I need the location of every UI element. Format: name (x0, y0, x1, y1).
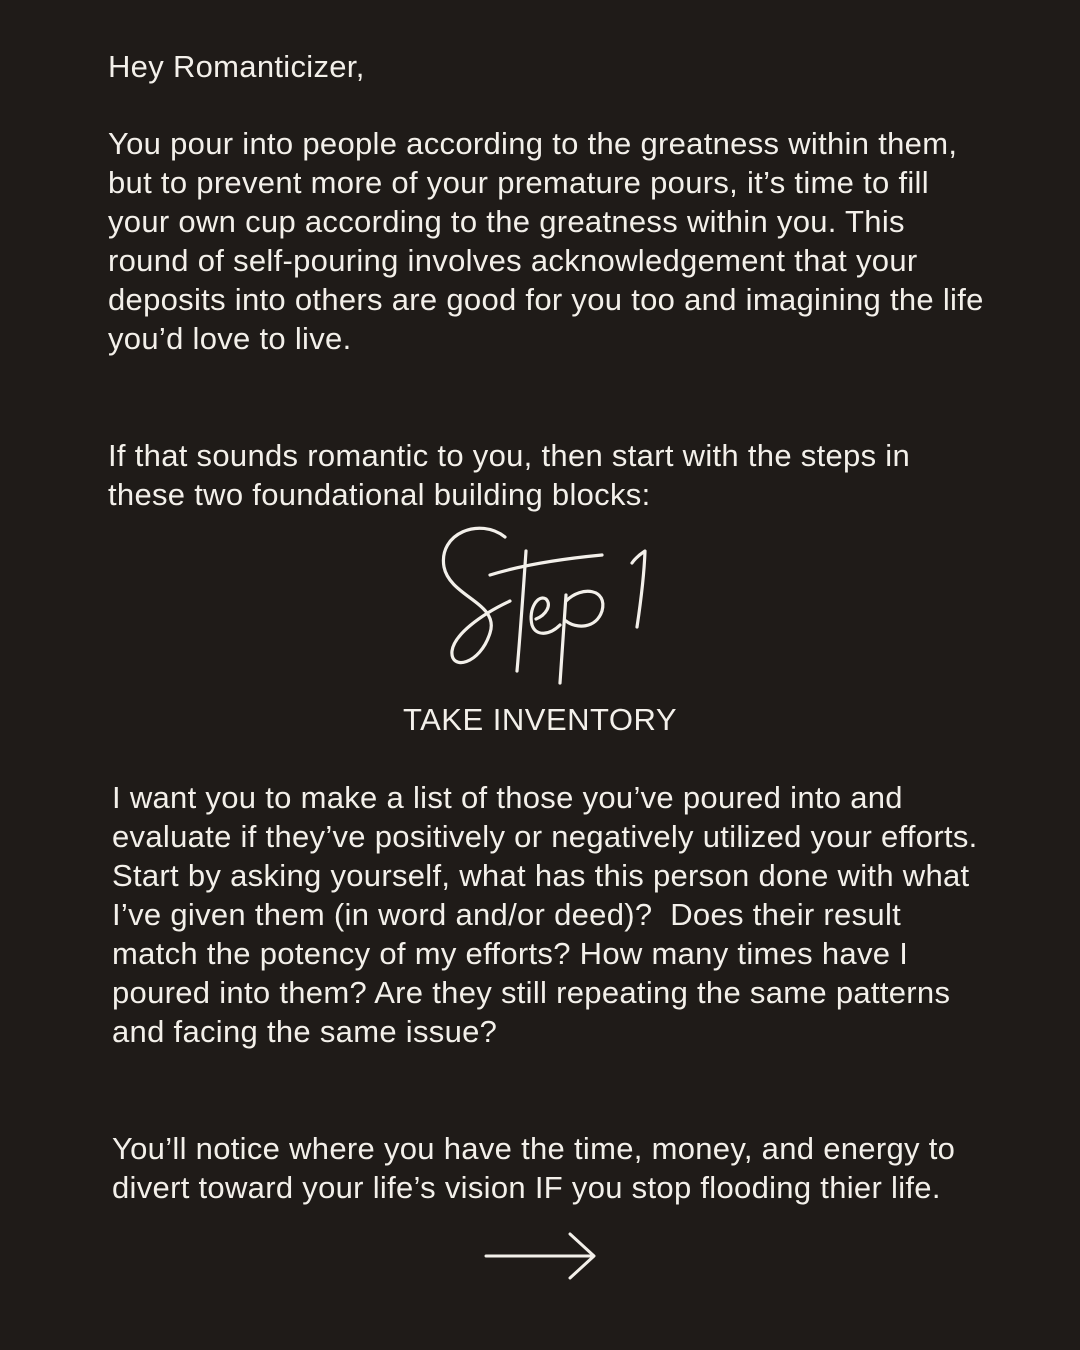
body-paragraph-1: I want you to make a list of those you’ve poured into and evaluate if they’ve positively or negatively utilized your efforts. Start by asking yourself, what has this person done with what I’ve given them (in word and/or deed)? Does their result match the potency of my efforts? How many times have I poured into them? Are they still repeating the same patterns and facing the same issue? (112, 780, 996, 1049)
intro-paragraph: You pour into people according to the greatness within them, but to prevent more of your premature pours, it’s time to fill your own cup according to the greatness within you. This round of self-pouring involves acknowledgement that your deposits into others are good for you too and imagining the life you’d love to live. (108, 126, 993, 356)
body-paragraph-2: You’ll notice where you have the time, money, and energy to divert toward your life’s vision IF you stop flooding thier life. (112, 1131, 965, 1205)
arrow-right-icon[interactable] (482, 1228, 600, 1284)
step-subtitle: TAKE INVENTORY (402, 702, 677, 737)
greeting-text: Hey Romanticizer, (108, 49, 365, 84)
transition-paragraph: If that sounds romantic to you, then start with the steps in these two foundational building blocks: (108, 438, 919, 512)
step-heading (340, 515, 740, 695)
